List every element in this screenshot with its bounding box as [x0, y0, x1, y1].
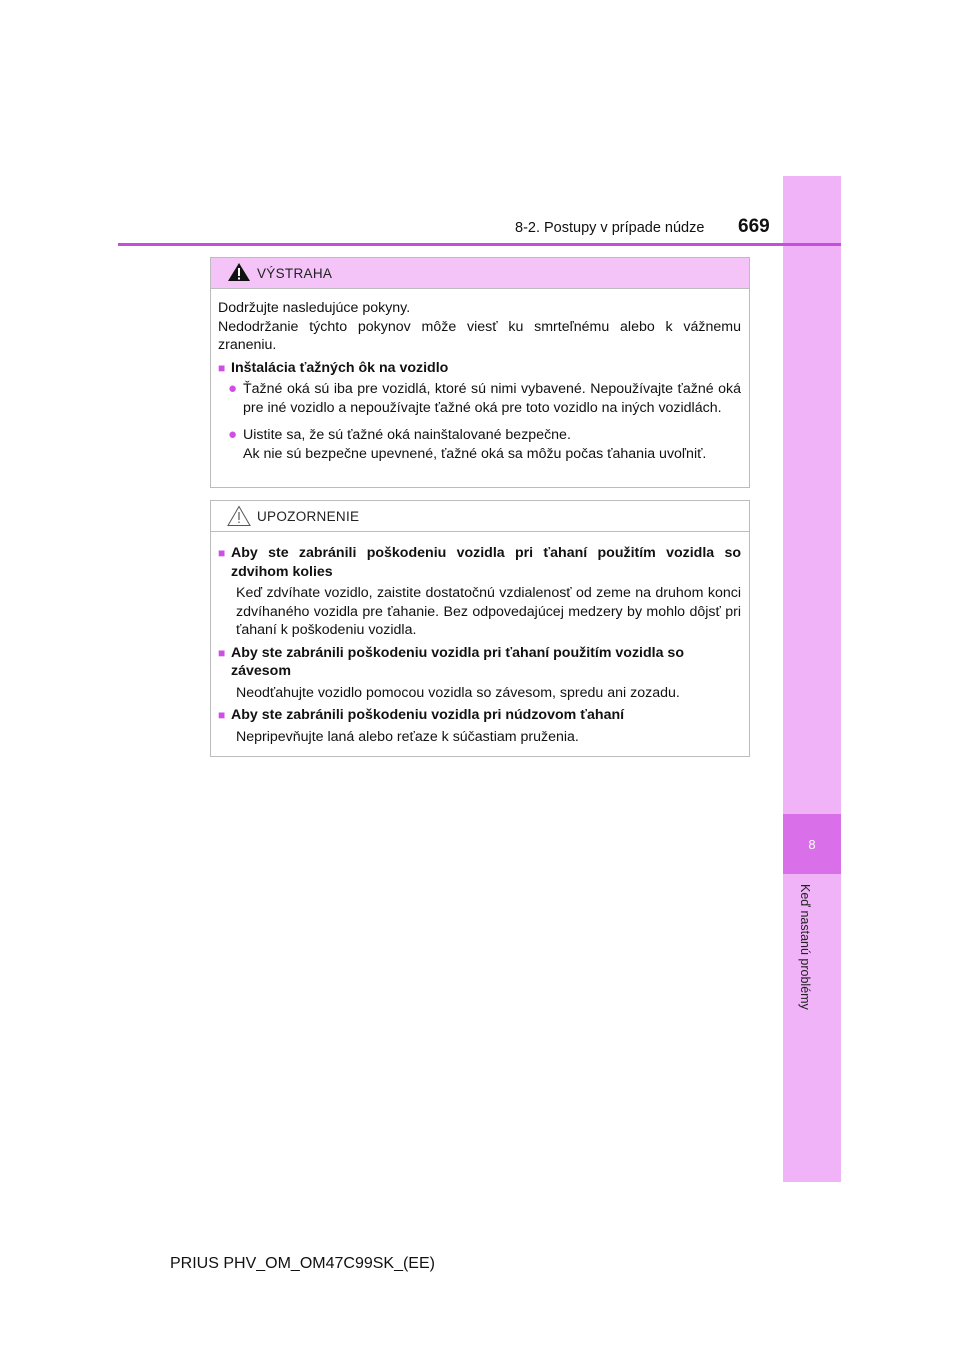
- document-code: PRIUS PHV_OM_OM47C99SK_(EE): [170, 1255, 435, 1272]
- warning-bullet-text: Ťažné oká sú iba pre vozidlá, ktoré sú nimi vybavené. Nepoužívajte ťažné oká pre iné vozidlo a nepoužívajte ťažné oká pre toto vozidlo na iných vozidlách.: [243, 381, 741, 416]
- warning-box: [210, 257, 750, 488]
- caution-box: [210, 500, 750, 757]
- warning-intro: [218, 299, 741, 355]
- square-bullet-icon: ■: [218, 360, 226, 375]
- chapter-title-vertical: Keď nastanú problémy: [798, 884, 812, 1010]
- warning-heading: [218, 359, 741, 378]
- caution-text: Keď zdvíhate vozidlo, zaistite dostatočnú vzdialenosť od zeme na druhom konci zdvíhaného vozidla pre ťahanie. Bez odpovedajúcej medzery by mohlo dôjsť pri ťahaní k poškodeniu vozidla.: [236, 585, 741, 638]
- warning-intro-line: Nedodržanie týchto pokynov môže viesť ku smrteľnému alebo k vážnemu zraneniu.: [218, 318, 741, 353]
- round-bullet-icon: ●: [228, 380, 238, 397]
- caution-text: Nepripevňujte laná alebo reťaze k súčastiam pruženia.: [236, 728, 579, 745]
- caution-header: [211, 501, 749, 532]
- square-bullet-icon: ■: [218, 645, 226, 660]
- caution-heading: [218, 706, 741, 725]
- caution-title: UPOZORNENIE: [257, 508, 360, 524]
- warning-bullet: [228, 426, 741, 463]
- caution-text: Neodťahujte vozidlo pomocou vozidla so závesom, spredu ani zozadu.: [236, 684, 680, 701]
- header-rule: [118, 243, 841, 246]
- warning-bullet-line: Uistite sa, že sú ťažné oká nainštalované bezpečne.: [243, 427, 571, 443]
- warning-body: [211, 289, 749, 463]
- warning-header: [211, 258, 749, 289]
- warning-heading-text: Inštalácia ťažných ôk na vozidlo: [231, 359, 449, 376]
- warning-title: VÝSTRAHA: [257, 265, 333, 281]
- page-number: 669: [738, 216, 770, 237]
- chapter-number-badge: 8: [783, 814, 841, 874]
- caution-heading: [218, 644, 741, 681]
- caution-heading-text: Aby ste zabránili poškodeniu vozidla pri núdzovom ťahaní: [231, 707, 625, 723]
- round-bullet-icon: ●: [228, 426, 238, 443]
- warning-bullet-line: Ak nie sú bezpečne upevnené, ťažné oká sa môžu počas ťahania uvoľniť.: [243, 445, 707, 462]
- warning-triangle-filled-icon: [227, 262, 251, 284]
- warning-bullet: [228, 380, 741, 421]
- caution-heading: [218, 544, 741, 581]
- warning-bullet-text: [243, 426, 741, 463]
- square-bullet-icon: ■: [218, 546, 226, 560]
- square-bullet-icon: ■: [218, 708, 226, 722]
- chapter-side-tab: [783, 176, 841, 1182]
- caution-triangle-outline-icon: [227, 505, 251, 527]
- warning-intro-line: Dodržujte nasledujúce pokyny.: [218, 300, 411, 316]
- section-title: 8-2. Postupy v prípade núdze: [515, 220, 705, 236]
- caution-body: [211, 532, 749, 746]
- caution-heading-text: Aby ste zabránili poškodeniu vozidla pri ťahaní použitím vozidla so závesom: [231, 644, 684, 679]
- caution-heading-text: Aby ste zabránili poškodeniu vozidla pri ťahaní použitím vozidla so zdvihom kolies: [231, 545, 741, 580]
